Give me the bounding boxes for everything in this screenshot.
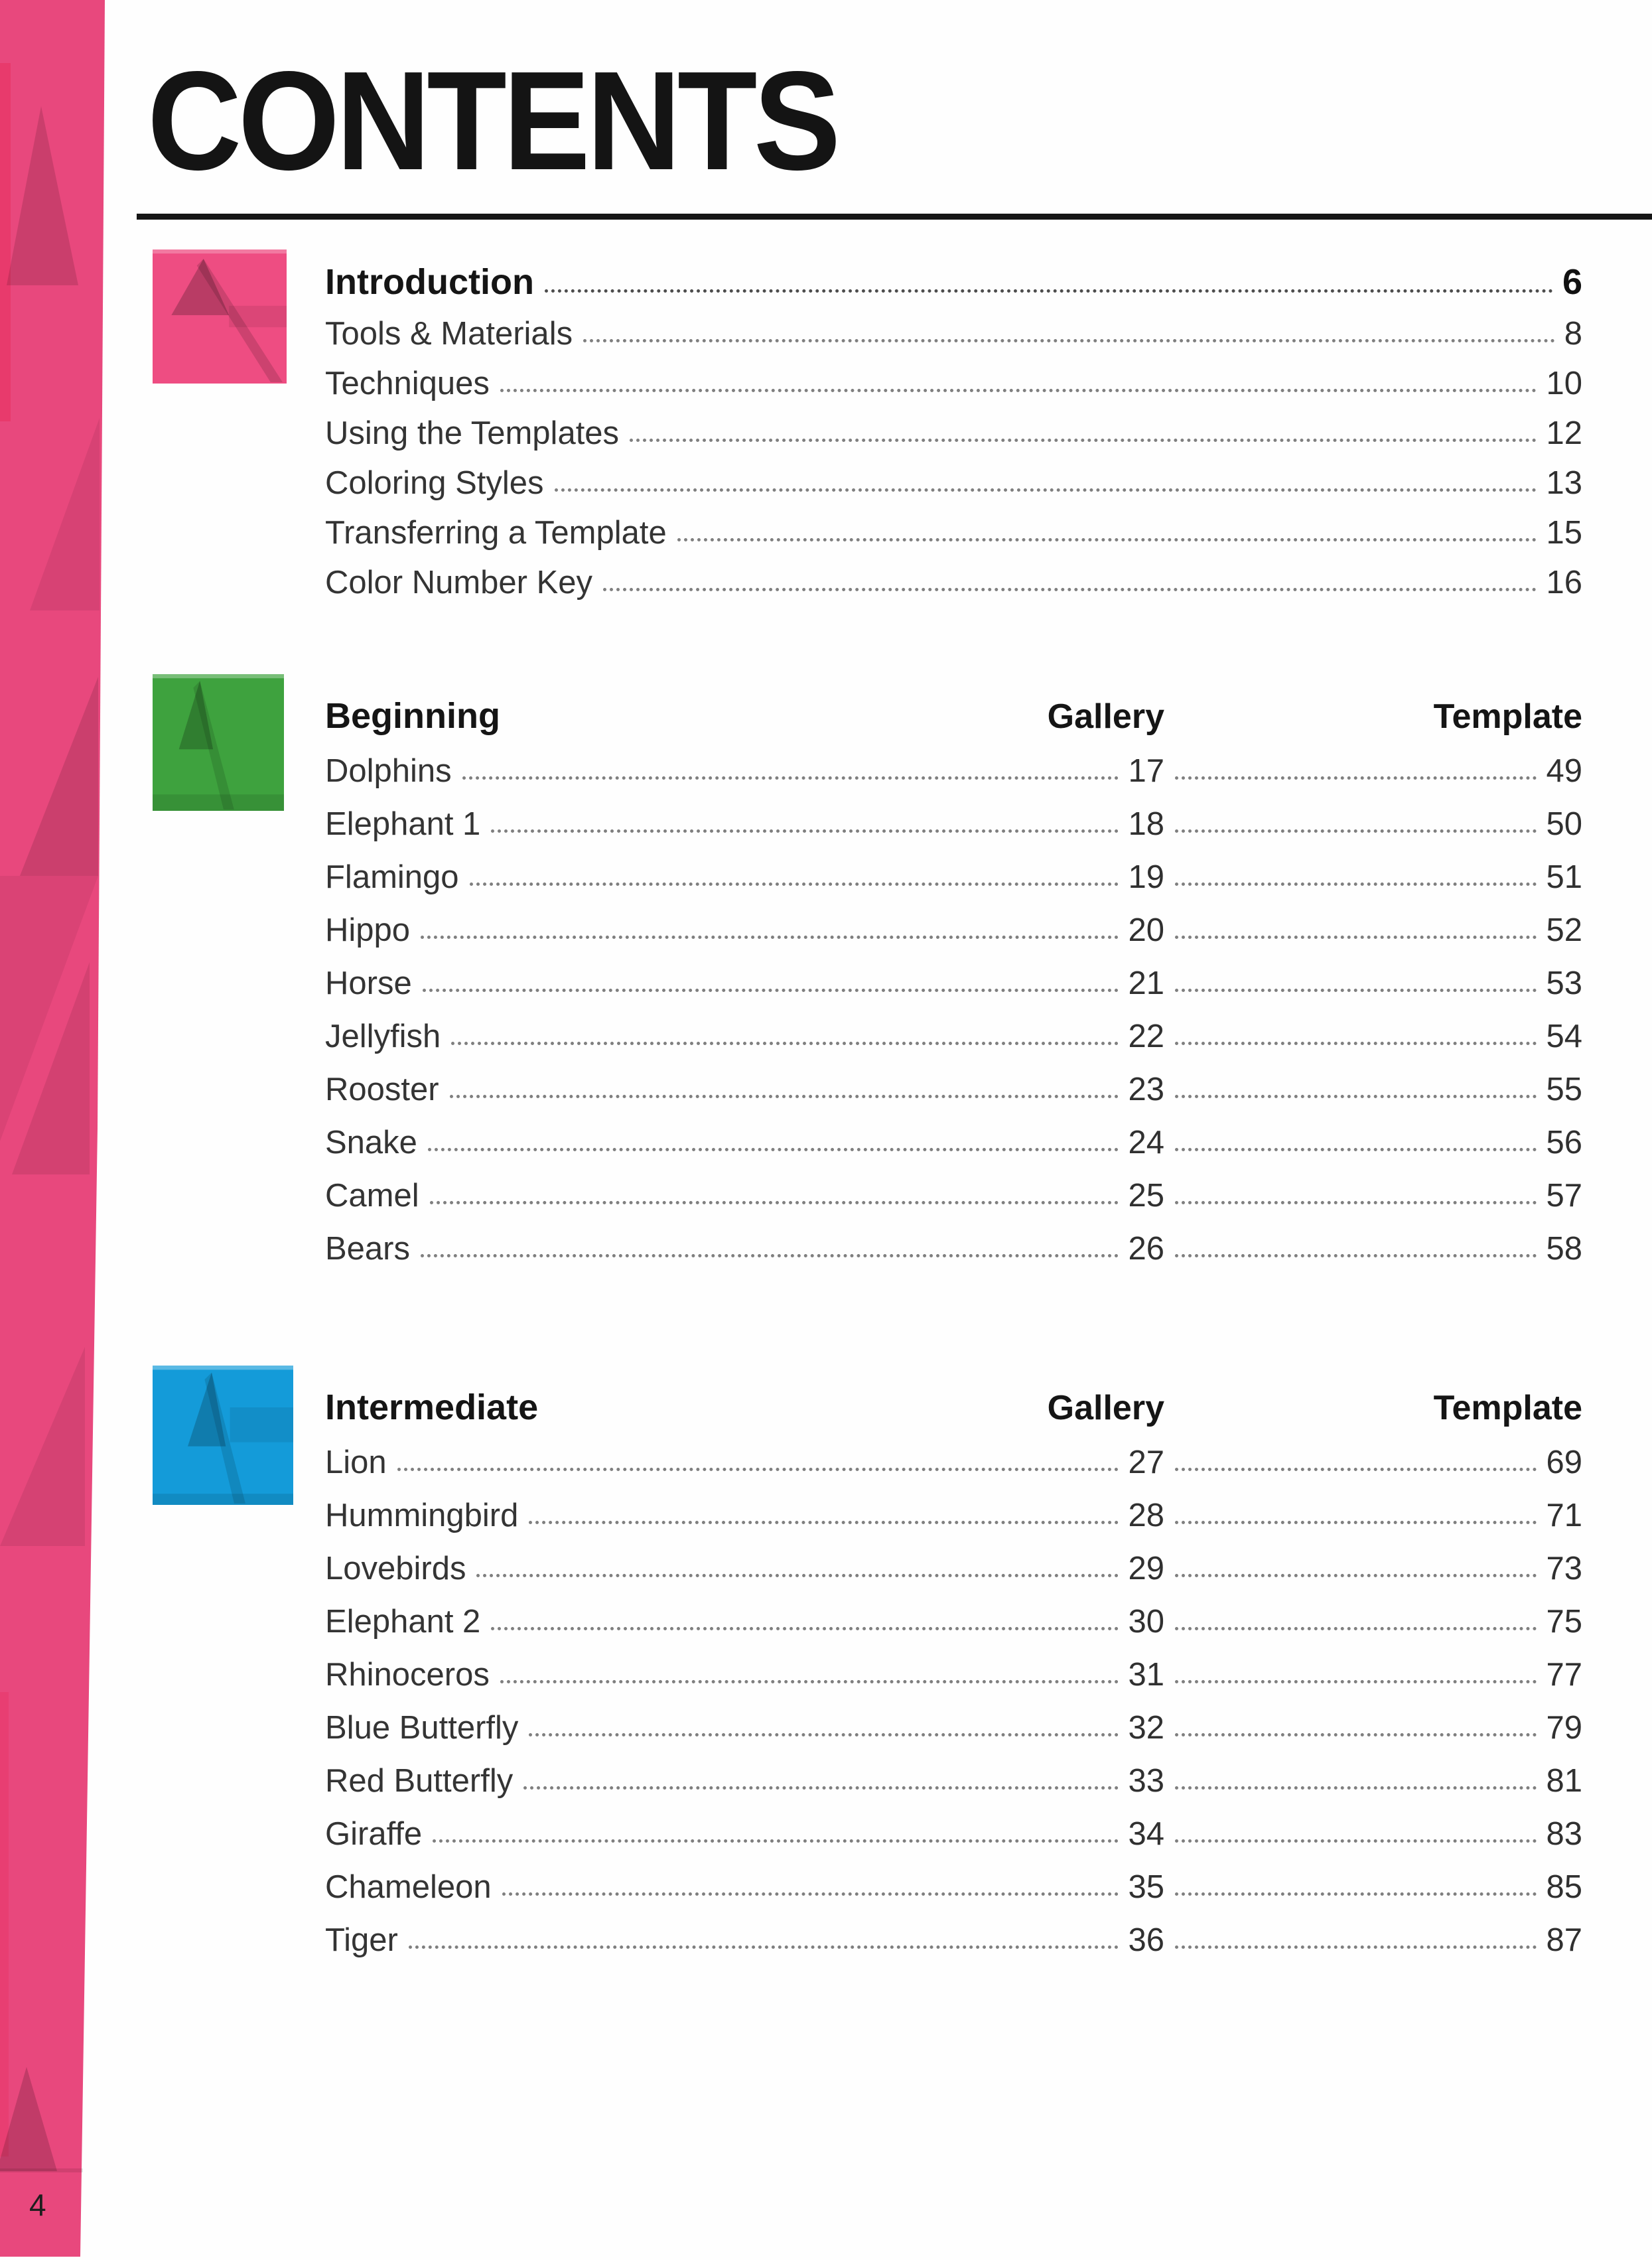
dot-leader: [1175, 776, 1537, 780]
toc-row: [325, 351, 1582, 401]
gallery-page-number: 20: [1128, 912, 1164, 948]
dot-leader: [529, 1733, 1119, 1736]
template-page-number: 56: [1546, 1124, 1582, 1161]
toc-item-label: Hippo: [325, 912, 411, 948]
toc-header-row: [325, 669, 1582, 735]
toc-item-label: Techniques: [325, 365, 490, 401]
title-divider-rule: [137, 214, 1652, 220]
section-introduction: [153, 244, 1582, 600]
gallery-page-number: 35: [1128, 1869, 1164, 1905]
dot-leader: [1175, 1254, 1537, 1257]
toc-row: [325, 1427, 1582, 1480]
template-page-number: 54: [1546, 1018, 1582, 1054]
dot-leader: [1175, 936, 1537, 939]
dot-leader: [1175, 1945, 1537, 1949]
gallery-page-number: 36: [1128, 1922, 1164, 1958]
dot-leader: [470, 883, 1119, 886]
gallery-page-number: 26: [1128, 1230, 1164, 1267]
toc-row: [325, 1851, 1582, 1904]
template-page-number: 69: [1546, 1444, 1582, 1480]
dot-leader: [555, 488, 1537, 492]
toc-item-label: Elephant 1: [325, 806, 481, 842]
dot-leader: [433, 1839, 1119, 1843]
toc-item-label: Chameleon: [325, 1869, 492, 1905]
toc-item-label: Snake: [325, 1124, 417, 1161]
toc-item-label: Tiger: [325, 1922, 398, 1958]
page-ref: 6: [1562, 262, 1582, 303]
sidebar-decoration: [0, 0, 113, 2257]
toc-row: [325, 1745, 1582, 1798]
template-page-number: 79: [1546, 1709, 1582, 1746]
toc-row: [325, 841, 1582, 894]
dot-leader: [523, 1786, 1119, 1790]
dot-leader: [1175, 1733, 1537, 1736]
toc-item-label: Dolphins: [325, 752, 452, 789]
toc-row: [325, 244, 1582, 301]
dot-leader: [502, 1892, 1119, 1896]
toc-row: [325, 500, 1582, 550]
toc-item-label: Bears: [325, 1230, 411, 1267]
toc-row: [325, 788, 1582, 841]
template-column-header: Template: [1433, 697, 1582, 737]
page-ref: 16: [1546, 564, 1582, 600]
template-page-number: 77: [1546, 1656, 1582, 1693]
dot-leader: [1175, 1148, 1537, 1151]
dot-leader: [476, 1574, 1119, 1577]
dot-leader: [1175, 1468, 1537, 1471]
gallery-page-number: 32: [1128, 1709, 1164, 1746]
template-column-header: Template: [1433, 1389, 1582, 1428]
toc-row: [325, 735, 1582, 788]
page-ref: 10: [1546, 365, 1582, 401]
beginning-icon-column: [153, 669, 293, 1266]
toc-row: [325, 1586, 1582, 1639]
dot-leader: [1175, 1627, 1537, 1630]
toc-row: [325, 1639, 1582, 1692]
gallery-page-number: 21: [1128, 965, 1164, 1001]
dot-leader: [451, 1042, 1119, 1045]
dot-leader: [677, 538, 1537, 541]
dot-leader: [1175, 989, 1537, 992]
beginning-heading: Beginning: [325, 696, 500, 737]
dot-leader: [462, 776, 1119, 780]
template-page-number: 75: [1546, 1603, 1582, 1640]
toc-row: [325, 1001, 1582, 1054]
blue-triangle-swatch-icon: [153, 1366, 293, 1505]
page-ref: 15: [1546, 514, 1582, 551]
dot-leader: [630, 439, 1537, 442]
toc-row: [325, 948, 1582, 1001]
toc-row: [325, 301, 1582, 351]
dot-leader: [500, 389, 1537, 392]
toc-item-label: Color Number Key: [325, 564, 593, 600]
template-page-number: 73: [1546, 1550, 1582, 1587]
gallery-page-number: 28: [1128, 1497, 1164, 1533]
template-page-number: 85: [1546, 1869, 1582, 1905]
gallery-column-header: Gallery: [1047, 1389, 1164, 1428]
template-page-number: 53: [1546, 965, 1582, 1001]
toc-row: [325, 1904, 1582, 1957]
dot-leader: [397, 1468, 1119, 1471]
dot-leader: [1175, 1786, 1537, 1790]
gallery-page-number: 34: [1128, 1815, 1164, 1852]
gallery-page-number: 18: [1128, 806, 1164, 842]
gallery-column-header: Gallery: [1047, 697, 1164, 737]
toc-row: [325, 1160, 1582, 1213]
toc-row: [325, 1107, 1582, 1160]
dot-leader: [500, 1680, 1119, 1683]
toc-item-label: Red Butterfly: [325, 1762, 514, 1799]
toc-header-row: [325, 1360, 1582, 1427]
intro-icon-column: [153, 244, 293, 600]
template-page-number: 87: [1546, 1922, 1582, 1958]
toc-item-label: Jellyfish: [325, 1018, 441, 1054]
dot-leader: [1175, 1201, 1537, 1204]
toc-item-label: Rooster: [325, 1071, 439, 1107]
page-title: CONTENTS: [147, 42, 837, 199]
dot-leader: [545, 289, 1553, 293]
template-page-number: 51: [1546, 859, 1582, 895]
dot-leader: [1175, 1892, 1537, 1896]
intermediate-heading: Intermediate: [325, 1387, 539, 1428]
toc-row: [325, 401, 1582, 451]
toc-row: [325, 1480, 1582, 1533]
toc-row: [325, 550, 1582, 600]
toc-item-label: Using the Templates: [325, 415, 620, 451]
toc-item-label: Lion: [325, 1444, 387, 1480]
dot-leader: [491, 829, 1119, 833]
toc-row: [325, 894, 1582, 948]
toc-item-label: Hummingbird: [325, 1497, 519, 1533]
toc-item-label: Horse: [325, 965, 412, 1001]
template-page-number: 55: [1546, 1071, 1582, 1107]
dot-leader: [1175, 1839, 1537, 1843]
template-page-number: 81: [1546, 1762, 1582, 1799]
dot-leader: [409, 1945, 1119, 1949]
dot-leader: [603, 588, 1537, 591]
dot-leader: [1175, 883, 1537, 886]
dot-leader: [529, 1521, 1119, 1524]
template-page-number: 50: [1546, 806, 1582, 842]
toc-item-label: Tools & Materials: [325, 315, 573, 352]
gallery-page-number: 22: [1128, 1018, 1164, 1054]
template-page-number: 83: [1546, 1815, 1582, 1852]
dot-leader: [583, 339, 1555, 342]
dot-leader: [421, 1254, 1119, 1257]
gallery-page-number: 23: [1128, 1071, 1164, 1107]
gallery-page-number: 19: [1128, 859, 1164, 895]
gallery-page-number: 17: [1128, 752, 1164, 789]
toc-item-label: Elephant 2: [325, 1603, 481, 1640]
toc-row: [325, 1533, 1582, 1586]
gallery-page-number: 31: [1128, 1656, 1164, 1693]
template-page-number: 58: [1546, 1230, 1582, 1267]
page-ref: 12: [1546, 415, 1582, 451]
section-intermediate: [153, 1360, 1582, 1957]
toc-item-label: Blue Butterfly: [325, 1709, 519, 1746]
template-page-number: 49: [1546, 752, 1582, 789]
toc-row: [325, 1054, 1582, 1107]
gallery-page-number: 27: [1128, 1444, 1164, 1480]
introduction-heading: Introduction: [325, 262, 534, 303]
toc-item-label: Lovebirds: [325, 1550, 466, 1587]
section-beginning: [153, 669, 1582, 1266]
gallery-page-number: 29: [1128, 1550, 1164, 1587]
gallery-page-number: 33: [1128, 1762, 1164, 1799]
pink-triangle-swatch-icon: [153, 249, 287, 384]
page-ref: 13: [1546, 464, 1582, 501]
dot-leader: [1175, 1521, 1537, 1524]
template-page-number: 52: [1546, 912, 1582, 948]
dot-leader: [1175, 1680, 1537, 1683]
toc-item-label: Coloring Styles: [325, 464, 544, 501]
pink-facet-bar-icon: [0, 0, 113, 2257]
dot-leader: [491, 1627, 1119, 1630]
dot-leader: [1175, 829, 1537, 833]
dot-leader: [450, 1095, 1119, 1098]
toc-item-label: Flamingo: [325, 859, 459, 895]
gallery-page-number: 30: [1128, 1603, 1164, 1640]
toc-row: [325, 1213, 1582, 1266]
dot-leader: [1175, 1095, 1537, 1098]
dot-leader: [421, 936, 1119, 939]
dot-leader: [428, 1148, 1119, 1151]
toc-item-label: Transferring a Template: [325, 514, 667, 551]
page-number: 4: [29, 2188, 46, 2222]
gallery-page-number: 25: [1128, 1177, 1164, 1214]
intermediate-icon-column: [153, 1360, 293, 1957]
toc-row: [325, 451, 1582, 500]
dot-leader: [430, 1201, 1119, 1204]
template-page-number: 57: [1546, 1177, 1582, 1214]
page-ref: 8: [1564, 315, 1582, 352]
toc-row: [325, 1798, 1582, 1851]
toc-item-label: Rhinoceros: [325, 1656, 490, 1693]
green-triangle-swatch-icon: [153, 674, 284, 811]
toc-item-label: Camel: [325, 1177, 419, 1214]
gallery-page-number: 24: [1128, 1124, 1164, 1161]
toc-item-label: Giraffe: [325, 1815, 423, 1852]
dot-leader: [1175, 1574, 1537, 1577]
template-page-number: 71: [1546, 1497, 1582, 1533]
dot-leader: [1175, 1042, 1537, 1045]
toc-row: [325, 1692, 1582, 1745]
dot-leader: [423, 989, 1119, 992]
